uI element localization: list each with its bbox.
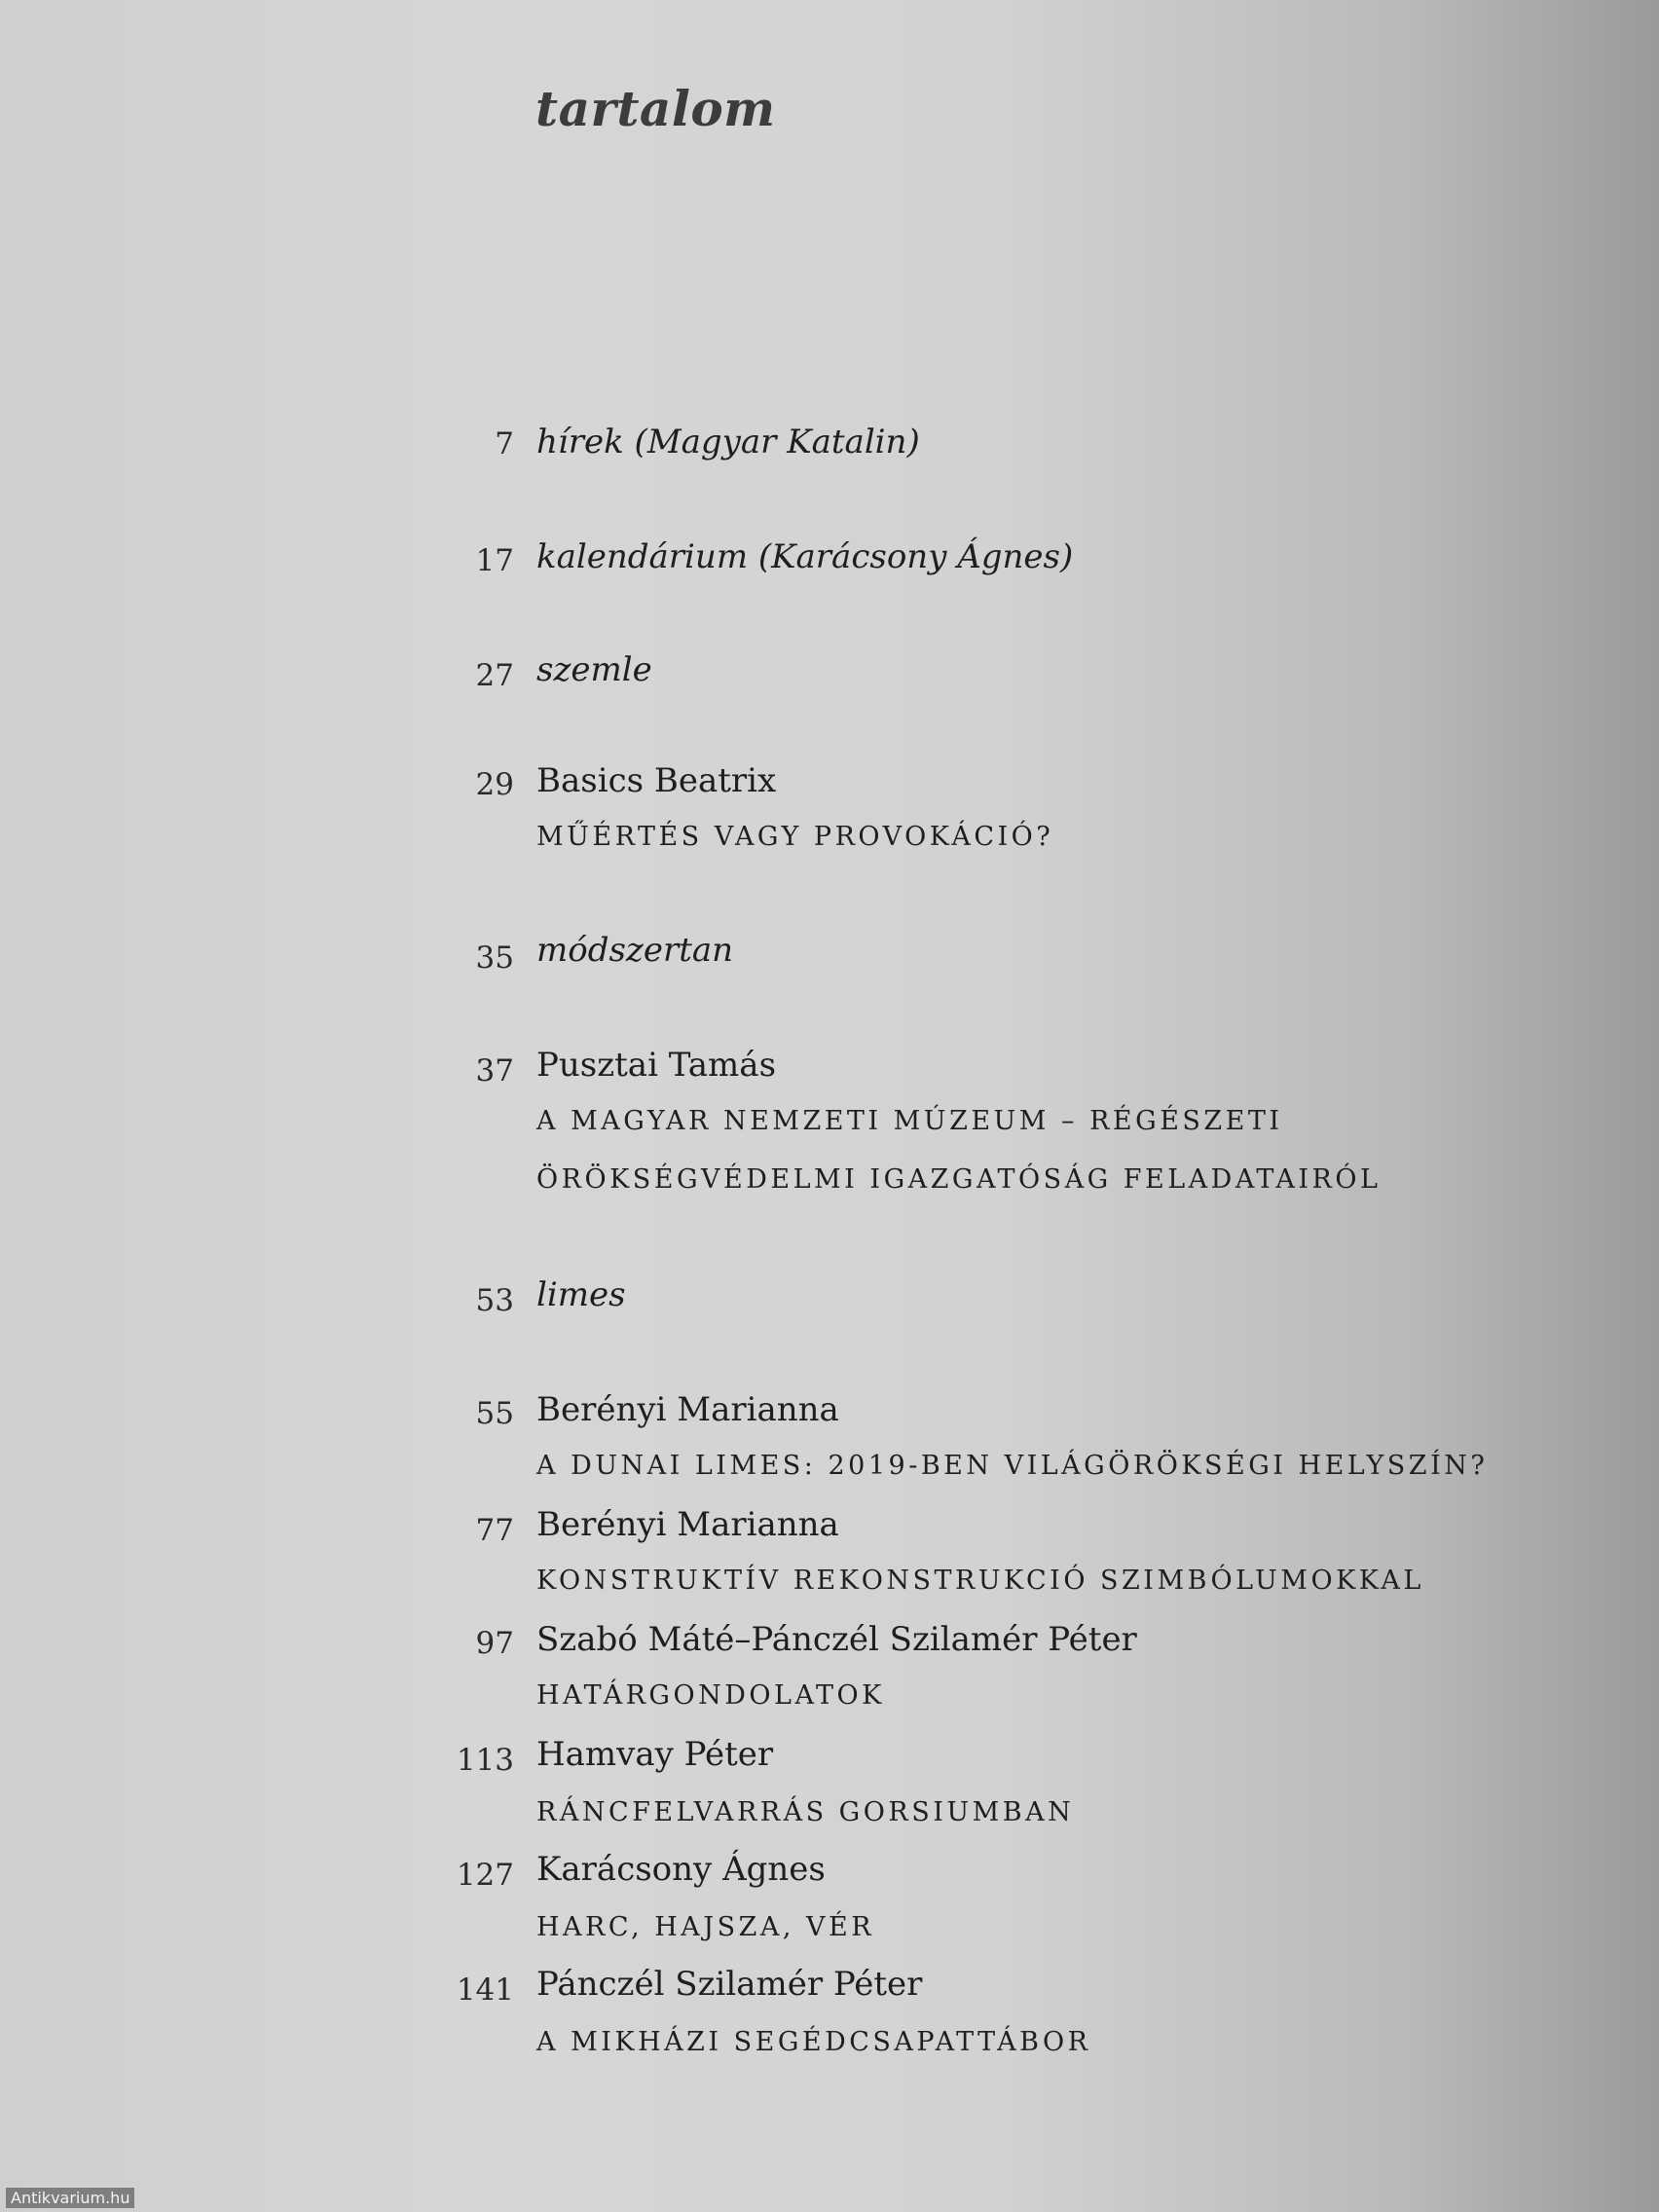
toc-page-number: 127 — [456, 1858, 514, 1893]
toc-page-number: 97 — [475, 1626, 514, 1661]
toc-article-title: HATÁRGONDOLATOK — [536, 1680, 885, 1711]
toc-page-number: 53 — [475, 1283, 514, 1318]
toc-section-title: módszertan — [536, 931, 734, 970]
toc-author: Hamvay Péter — [536, 1735, 774, 1774]
watermark: Antikvarium.hu — [6, 2188, 134, 2208]
toc-article-title: HARC, HAJSZA, VÉR — [536, 1912, 875, 1942]
toc-article-title: A MAGYAR NEMZETI MÚZEUM – RÉGÉSZETI — [536, 1106, 1283, 1136]
toc-page-number: 27 — [475, 658, 514, 693]
toc-author: Berényi Marianna — [536, 1505, 839, 1544]
toc-article-title: KONSTRUKTÍV REKONSTRUKCIÓ SZIMBÓLUMOKKAL — [536, 1566, 1424, 1596]
toc-author: Karácsony Ágnes — [536, 1850, 826, 1889]
toc-article-title: A DUNAI LIMES: 2019-BEN VILÁGÖRÖKSÉGI HELYSZÍN? — [536, 1451, 1489, 1481]
toc-author: Szabó Máté–Pánczél Szilamér Péter — [536, 1620, 1137, 1659]
toc-article-title: RÁNCFELVARRÁS GORSIUMBAN — [536, 1797, 1075, 1827]
toc-section-title: limes — [536, 1275, 626, 1314]
toc-page-number: 7 — [495, 426, 514, 461]
toc-page-number: 37 — [475, 1053, 514, 1088]
toc-author: Berényi Marianna — [536, 1390, 839, 1429]
toc-author: Basics Beatrix — [536, 761, 777, 800]
toc-page-number: 55 — [475, 1396, 514, 1431]
toc-page-number: 17 — [475, 543, 514, 578]
toc-author: Pusztai Tamás — [536, 1046, 777, 1085]
toc-page-number: 77 — [475, 1513, 514, 1548]
toc-page-number: 29 — [475, 767, 514, 802]
toc-page-number: 35 — [475, 940, 514, 976]
toc-article-title: MŰÉRTÉS VAGY PROVOKÁCIÓ? — [536, 822, 1054, 852]
toc-entry-title: kalendárium (Karácsony Ágnes) — [536, 537, 1074, 576]
toc-article-title: A MIKHÁZI SEGÉDCSAPATTÁBOR — [536, 2027, 1091, 2057]
toc-section-title: szemle — [536, 650, 652, 689]
toc-author: Pánczél Szilamér Péter — [536, 1965, 923, 2004]
toc-entry-title: hírek (Magyar Katalin) — [536, 423, 920, 461]
page-title: tartalom — [535, 80, 776, 137]
toc-page-number: 113 — [456, 1743, 514, 1778]
toc-article-title-line2: ÖRÖKSÉGVÉDELMI IGAZGATÓSÁG FELADATAIRÓL — [536, 1164, 1382, 1195]
toc-page-number: 141 — [456, 1972, 514, 2008]
